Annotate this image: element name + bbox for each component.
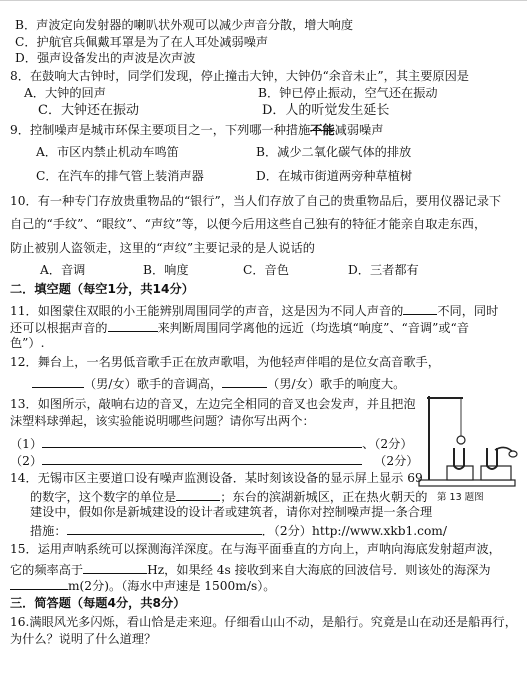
q7-option-d: D．强声设备发出的声波是次声波: [15, 51, 196, 65]
q8-option-a: A．大钟的回声: [24, 86, 106, 100]
tuning-fork-figure: [417, 392, 521, 504]
q9-emphasis: 不能: [310, 123, 335, 137]
q14-line-4: 措施： ．（2分）http://www.xkb1.com/: [30, 524, 447, 538]
q14-line-1: 14．无锡市区主要道口设有噪声监测设备．某时刻该设备的显示屏上显示 69: [10, 471, 423, 485]
q10-line-3: 防止被别人盗领走，这里的“声纹”主要记录的是人说话的: [10, 241, 315, 255]
q11-line-1: 11．如图蒙住双眼的小王能辨别周围同学的声音，这是因为不同人声音的 不同，同时: [10, 304, 499, 318]
q9-option-d: D．在城市街道两旁种草植树: [256, 169, 413, 183]
page-top-edge: [0, 0, 527, 1]
q12-line-2: （男/女）歌手的音调高， （男/女）歌手的响度大。: [32, 376, 405, 390]
q10-option-c: C．音色: [243, 263, 289, 277]
q9-option-b: B．减少二氧化碳气体的排放: [256, 145, 412, 159]
q11-line-3: 色”）.: [10, 336, 45, 350]
q13-line-2: 沫塑料球弹起，该实验能说明哪些问题？请你写出两个：: [10, 414, 315, 428]
q10-line-2: 自己的“手纹”、“眼纹”、“声纹”等，以便今后用这些自己独有的特征才能亲自取走东西，: [10, 217, 487, 231]
q10-option-b: B．响度: [143, 263, 189, 277]
q16-line-2: 为什么？说明了什么道理？: [10, 632, 157, 646]
q9-stem: 9．控制噪声是城市环保主要项目之一，下列哪一种措施不能减弱噪声: [10, 123, 384, 137]
q13-answer-2: （2） （2分）: [10, 454, 419, 468]
foam-ball: [457, 436, 465, 444]
q13-blank-2[interactable]: [42, 453, 362, 465]
q9-option-a: A．市区内禁止机动车鸣笛: [36, 145, 179, 159]
q15-blank-1[interactable]: [83, 562, 147, 574]
q15-line-2: 它的频率高于 Hz，如果经 4s 接收到来自大海底的回波信号．则该处的海深为: [10, 563, 491, 577]
q12-blank-1[interactable]: [32, 376, 84, 388]
q14-blank-1[interactable]: [176, 489, 220, 501]
q10-line-1: 10．有一种专门存放贵重物品的“银行”，当人们存放了自己的贵重物品后，要用仪器记录下: [10, 194, 502, 208]
q14-blank-2[interactable]: [67, 523, 262, 535]
q13-line-1: 13．如图所示，敲响右边的音叉，左边完全相同的音叉也会发声，并且把泡: [10, 397, 416, 411]
section-3-heading: 三．简答题（每题4分，共8分）: [10, 596, 186, 610]
q16-line-1: 16.满眼风光多闪烁，看山恰是走来迎。仔细看山山不动，是船行。究竟是山在动还是船再行，: [10, 615, 517, 629]
q7-option-b: B．声波定向发射器的喇叭状外观可以减少声音分散，增大响度: [15, 18, 354, 32]
q14-line-3: 建设中，假如你是新城建设的设计者或建筑者，请你对控制噪声提一条合理: [30, 505, 433, 519]
q7-option-c: C．护航官兵佩戴耳罩是为了在人耳处减弱噪声: [15, 35, 269, 49]
mallet-head: [509, 451, 517, 457]
q11-line-2: 还可以根据声音的 来判断周围同学离他的远近（均选填“响度”、“音调”或“音: [10, 321, 469, 335]
q14-line-2: 的数字，这个数字的单位是 ；东台的滨湖新城区，正在热火朝天的: [30, 490, 428, 504]
q11-blank-1[interactable]: [403, 303, 437, 315]
section-2-heading: 二．填空题（每空1分，共14分）: [10, 282, 194, 296]
q13-blank-1[interactable]: [42, 436, 362, 448]
q12-blank-2[interactable]: [222, 376, 267, 388]
q8-option-c: C．大钟还在振动: [38, 103, 139, 118]
q15-line-1: 15．运用声呐系统可以探测海洋深度。在与海平面垂直的方向上，声呐向海底发射超声波，: [10, 542, 501, 556]
figure-caption: 第 13 题图: [437, 492, 484, 503]
q10-option-d: D．三者都有: [348, 263, 419, 277]
q8-option-b: B．钟已停止振动，空气还在振动: [258, 86, 438, 100]
q15-line-3: m(2分)。（海水中声速是 1500m/s）。: [10, 578, 276, 592]
q10-option-a: A．音调: [40, 263, 86, 277]
q15-blank-2[interactable]: [10, 578, 68, 590]
q11-blank-2[interactable]: [108, 320, 158, 332]
q8-option-d: D．人的听觉发生延长: [262, 103, 390, 118]
q8-stem: 8．在鼓响大古钟时，同学们发现，停止撞击大钟，大钟仍“余音未止”，其主要原因是: [10, 69, 469, 83]
q12-line-1: 12．舞台上，一名男低音歌手正在放声歌唱，为他轻声伴唱的是位女高音歌手，: [10, 355, 440, 369]
figure-base: [419, 480, 515, 486]
q9-option-c: C．在汽车的排气管上装消声器: [36, 169, 204, 183]
q13-answer-1: （1） 、（2分）: [10, 437, 413, 451]
